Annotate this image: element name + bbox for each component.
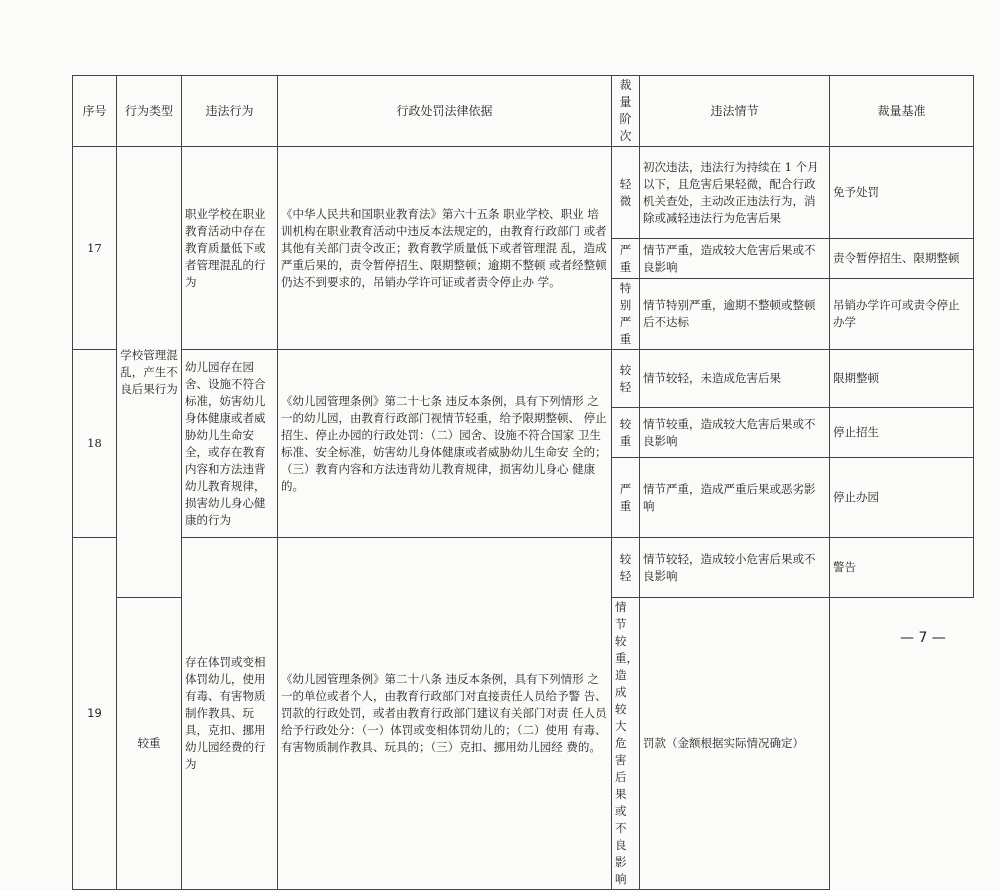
table-row [73, 538, 974, 598]
behavior-type: 学校管理混乱，产生不良后果行为 [117, 147, 182, 598]
discretion-level: 较轻 [612, 538, 640, 598]
circumstance: 情节较重，造成较大危害后果或不良影响 [612, 598, 640, 890]
header-std: 裁量基准 [830, 76, 974, 147]
penalty-table [72, 75, 974, 890]
row-number: 17 [73, 147, 117, 350]
header-circ: 违法情节 [640, 76, 830, 147]
illegal-act: 职业学校在职业教育活动中存在教育质量低下或者管理混乱的行为 [182, 147, 278, 350]
header-type: 行为类型 [117, 76, 182, 147]
standard: 停止招生 [830, 408, 974, 458]
discretion-level: 较重 [117, 598, 182, 890]
row-number: 19 [73, 538, 117, 890]
standard: 责令暂停招生、限期整顿 [830, 239, 974, 279]
header-basis: 行政处罚法律依据 [278, 76, 612, 147]
standard: 吊销办学许可或责令停止办学 [830, 279, 974, 350]
discretion-level: 较重 [612, 408, 640, 458]
header-act: 违法行为 [182, 76, 278, 147]
illegal-act: 幼儿园存在园舍、设施不符合标准，妨害幼儿身体健康或者威胁幼儿生命安全，或存在教育内容和方法违背幼儿教育规律，损害幼儿身心健康的行为 [182, 350, 278, 538]
legal-basis: 《幼儿园管理条例》第二十七条 违反本条例，具有下列情形 之一的幼儿园，由教育行政部门视情节轻重，给予限期整顿、 停止招生、停止办园的行政处罚：（二）园舍、设施不符合国家 卫生标准、安全标准，妨害幼儿身体健康或者威胁幼儿生命安 全的；（三）教育内容和方法违背幼儿教育规律，损害幼儿身心 健康的。 [278, 350, 612, 538]
standard: 罚款（金额根据实际情况确定） [640, 598, 830, 890]
circumstance: 情节较轻，未造成危害后果 [640, 350, 830, 408]
discretion-level: 轻微 [612, 147, 640, 239]
discretion-level: 严重 [612, 458, 640, 538]
standard: 免予处罚 [830, 147, 974, 239]
header-level: 裁量阶次 [612, 76, 640, 147]
row-number: 18 [73, 350, 117, 538]
standard: 限期整顿 [830, 350, 974, 408]
standard: 停止办园 [830, 458, 974, 538]
page-number: — 7 — [900, 630, 946, 646]
table-row [73, 350, 974, 408]
circumstance: 情节较轻，造成较小危害后果或不良影响 [640, 538, 830, 598]
circumstance: 情节严重，造成严重后果或恶劣影响 [640, 458, 830, 538]
table-row [73, 147, 974, 239]
circumstance: 初次违法，违法行为持续在 1 个月以下，且危害后果轻微，配合行政 机关查处，主动改正违法行为，消 除或减轻违法行为危害后果 [640, 147, 830, 239]
circumstance: 情节特别严重，逾期不整顿或整顿后不达标 [640, 279, 830, 350]
illegal-act: 存在体罚或变相体罚幼儿，使用有毒、有害物质制作教具、玩具，克扣、挪用幼儿园经费的行为 [182, 538, 278, 890]
header-row [73, 76, 974, 147]
standard: 警告 [830, 538, 974, 598]
header-seq: 序号 [73, 76, 117, 147]
legal-basis: 《幼儿园管理条例》第二十八条 违反本条例，具有下列情形 之一的单位或者个人，由教育行政部门对直接责任人员给予警 告、罚款的行政处罚，或者由教育行政部门建议有关部门对责 任人员给予行政处分：（一）体罚或变相体罚幼儿的；（二）使用 有毒、有害物质制作教具、玩具的；（三）克扣、挪用幼儿园经 费的。 [278, 538, 612, 890]
discretion-level: 严重 [612, 239, 640, 279]
legal-basis: 《中华人民共和国职业教育法》第六十五条 职业学校、职业 培训机构在职业教育活动中违反本法规定的，由教育行政部门 或者其他有关部门责令改正；教育教学质量低下或者管理混 乱，造成严重后果的，责令暂停招生、限期整顿；逾期不整顿 或者经整顿仍达不到要求的，吊销办学许可证或者责令停止办 学。 [278, 147, 612, 350]
discretion-level: 特别严重 [612, 279, 640, 350]
discretion-level: 较轻 [612, 350, 640, 408]
circumstance: 情节严重，造成较大危害后果或不良影响 [640, 239, 830, 279]
circumstance: 情节较重，造成较大危害后果或不良影响 [640, 408, 830, 458]
